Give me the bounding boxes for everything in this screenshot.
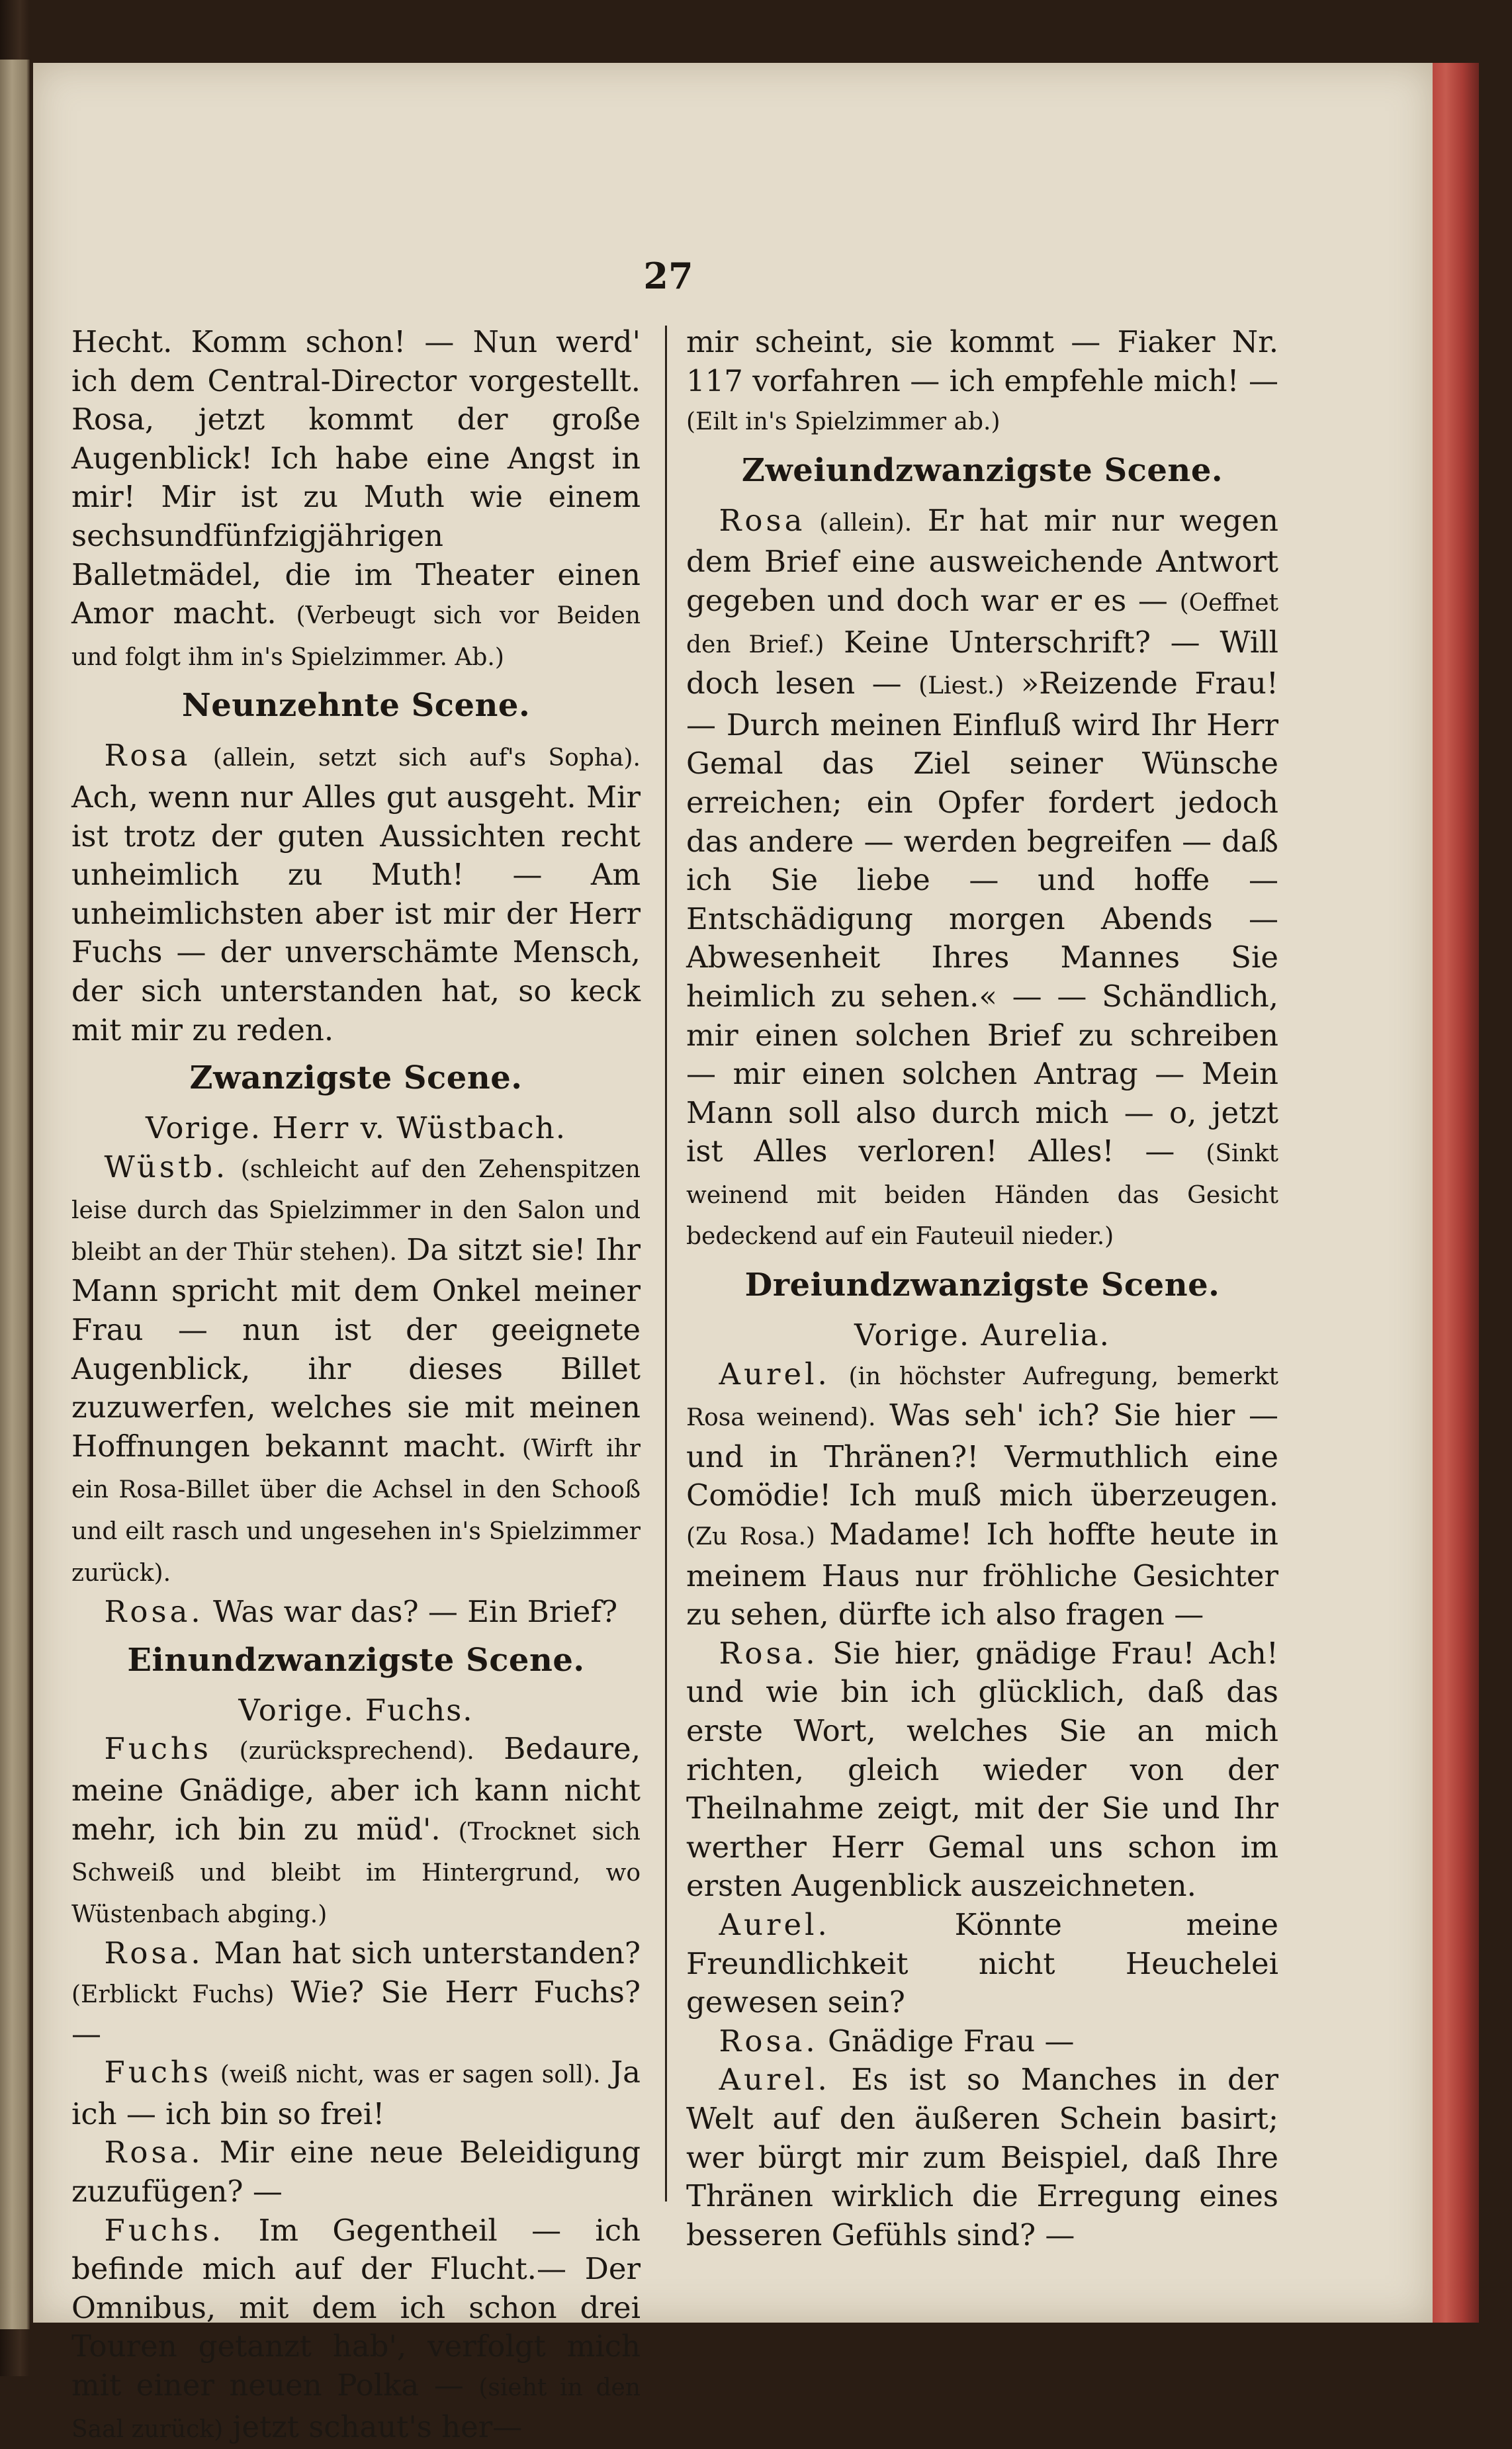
dialogue-text: Ja ich — ich bin so frei! bbox=[71, 2055, 641, 2131]
scene-heading: Zwanzigste Scene. bbox=[189, 1059, 523, 1097]
dialogue-text: Wie? Sie Herr Fuchs? — bbox=[71, 1974, 641, 2051]
scene-heading: Einundzwanzigste Scene. bbox=[127, 1641, 585, 1679]
text-paragraph bbox=[686, 1355, 1278, 1634]
dialogue-text: Man hat sich unterstanden? bbox=[203, 1936, 641, 1971]
dialogue-text: Was seh' ich? Sie hier — und in Thränen?! Vermuthlich eine Comödie! Ich muß mich überzeugen. bbox=[686, 1398, 1278, 1513]
text-paragraph bbox=[686, 1906, 1278, 2022]
stage-direction: (allein). bbox=[805, 509, 912, 537]
text-paragraph bbox=[71, 323, 641, 677]
stage-direction: (Wirft ihr ein Rosa-Billet über die Achsel in den Schooß und eilt rasch und ungesehen in's Spielzimmer zurück). bbox=[71, 1435, 641, 1587]
column-divider bbox=[665, 326, 667, 2202]
dialogue-text: Mir eine neue Beleidigung zuzufügen? — bbox=[71, 2135, 641, 2209]
dialogue-text: Es ist so Manches in der Welt auf den äußeren Schein basirt; wer bürgt mir zum Beispiel, daß Ihre Thränen wirklich die Erregung eines besseren Gefühls sind? — bbox=[686, 2062, 1278, 2252]
stage-direction: (Erblickt Fuchs) bbox=[71, 1981, 275, 2008]
dialogue-text: Keine Unterschrift? — Will doch lesen — bbox=[686, 624, 1278, 701]
stage-direction: (Sinkt weinend mit beiden Händen das Gesicht bedeckend auf ein Fauteuil nieder.) bbox=[686, 1140, 1278, 1251]
dialogue-text: Gnädige Frau — bbox=[818, 2023, 1075, 2059]
stage-direction: (Oeffnet den Brief.) bbox=[686, 589, 1278, 658]
red-page-edge bbox=[1433, 63, 1479, 2323]
dialogue-text: Bedaure, meine Gnädige, aber ich kann nicht mehr, ich bin zu müd'. bbox=[71, 1731, 641, 1847]
stage-direction: (Zu Rosa.) bbox=[686, 1523, 815, 1551]
speaker-name: Fuchs bbox=[104, 1731, 212, 1767]
dialogue-text: mir scheint, sie kommt — Fiaker Nr. 117 vorfahren — ich empfehle mich! — bbox=[686, 324, 1278, 398]
dialogue-text: Im Gegentheil — ich befinde mich auf der Flucht.— Der Omnibus, mit dem ich schon drei Touren getanzt hab', verfolgt mich mit einer neuen Polka — bbox=[71, 2212, 641, 2403]
speaker-name: Fuchs bbox=[104, 2055, 212, 2090]
speaker-name: Rosa. bbox=[719, 1635, 819, 1671]
speaker-name: Wüstb. bbox=[104, 1149, 229, 1184]
stage-direction: (schleicht auf den Zehenspitzen leise durch das Spielzimmer in den Salon und bleibt an der Thür stehen). bbox=[71, 1155, 641, 1266]
text-paragraph bbox=[71, 1593, 641, 1632]
dialogue-text: Was war das? — Ein Brief? bbox=[203, 1594, 618, 1630]
speaker-name: Aurel. bbox=[719, 1356, 830, 1392]
text-paragraph bbox=[686, 323, 1278, 442]
cast-line: Vorige. Fuchs. bbox=[238, 1692, 474, 1728]
stage-direction: (Trocknet sich Schweiß und bleibt im Hintergrund, wo Wüstenbach abging.) bbox=[71, 1818, 641, 1928]
stage-direction: (allein, setzt sich auf's Sopha). bbox=[191, 744, 641, 772]
speaker-name: Aurel. bbox=[719, 2062, 830, 2098]
text-paragraph bbox=[686, 502, 1278, 1257]
dialogue-text: Er hat mir nur wegen dem Brief eine ausweichende Antwort gegeben und doch war er es — bbox=[686, 502, 1278, 618]
speaker-name: Rosa bbox=[719, 502, 806, 538]
speaker-name: Rosa. bbox=[104, 1594, 204, 1630]
cast-line: Vorige. Aurelia. bbox=[854, 1317, 1110, 1353]
stage-direction: (in höchster Aufregung, bemerkt Rosa weinend). bbox=[686, 1362, 1278, 1432]
text-paragraph bbox=[686, 1634, 1278, 1906]
stage-direction: (Liest.) bbox=[918, 672, 1004, 700]
speaker-name: Fuchs. bbox=[104, 2212, 225, 2248]
speaker-name: Rosa. bbox=[104, 1936, 204, 1971]
text-paragraph bbox=[71, 736, 641, 1049]
scene-heading: Neunzehnte Scene. bbox=[181, 687, 531, 725]
text-paragraph bbox=[71, 2053, 641, 2133]
dialogue-text: jetzt schaut's her— bbox=[223, 2409, 523, 2444]
dialogue-text: Hecht. Komm schon! — Nun werd' ich dem Central-Director vorgestellt. Rosa, jetzt kommt der große Augenblick! Ich habe eine Angst in mir! Mir ist zu Muth wie einem sechsundfünfzigjährigen Balletmädel, die im Theater einen Amor macht. bbox=[71, 324, 641, 631]
scene-heading: Zweiundzwanzigste Scene. bbox=[741, 451, 1223, 489]
text-paragraph bbox=[71, 2211, 641, 2449]
left-column bbox=[71, 323, 641, 2444]
dialogue-text: Madame! Ich hoffte heute in meinem Haus nur fröhliche Gesichter zu sehen, dürfte ich also fragen — bbox=[686, 1517, 1278, 1632]
dialogue-text: Sie hier, gnädige Frau! Ach! und wie bin ich glücklich, daß das erste Wort, welches Sie an mich richten, gleich wieder von der Theilnahme zeigt, mit der Sie und Ihr werther Herr Gemal uns schon im ersten Augenblick auszeichneten. bbox=[686, 1635, 1278, 1904]
dialogue-text: Könnte meine Freundlichkeit nicht Heuchelei gewesen sein? bbox=[686, 1906, 1278, 2020]
dialogue-text: Ach, wenn nur Alles gut ausgeht. Mir ist trotz der guten Aussichten recht unheimlich zu Muth! — Am unheimlichsten aber ist mir der Herr Fuchs — der unverschämte Mensch, der sich unterstanden hat, so keck mit mir zu reden. bbox=[71, 779, 641, 1047]
dialogue-text: »Reizende Frau! — Durch meinen Einfluß wird Ihr Herr Gemal das Ziel seiner Wünsche erreichen; ein Opfer fordert jedoch das andere — werden begreifen — daß ich Sie liebe — und hoffe — Entschädigung morgen Abends — Abwesenheit Ihres Mannes Sie heimlich zu sehen.« — — Schändlich, mir einen solchen Brief zu schreiben — mir einen solchen Antrag — Mein Mann soll also durch mich — o, jetzt ist Alles verloren! Alles! — bbox=[686, 666, 1278, 1169]
speaker-name: Rosa. bbox=[719, 2023, 819, 2059]
stage-direction: (zurücksprechend). bbox=[211, 1738, 474, 1765]
text-paragraph bbox=[71, 2133, 641, 2211]
stage-direction: (Verbeugt sich vor Beiden und folgt ihm in's Spielzimmer. Ab.) bbox=[71, 602, 641, 671]
text-paragraph bbox=[686, 2022, 1278, 2061]
stage-direction: (weiß nicht, was er sagen soll). bbox=[211, 2061, 601, 2089]
text-paragraph bbox=[686, 2061, 1278, 2254]
previous-page-edge bbox=[0, 60, 30, 2329]
scene-heading: Dreiundzwanzigste Scene. bbox=[744, 1267, 1220, 1304]
stage-direction: (sieht in den Saal zurück) bbox=[71, 2374, 641, 2443]
text-paragraph bbox=[71, 1934, 641, 2053]
text-paragraph bbox=[71, 1148, 641, 1593]
speaker-name: Rosa. bbox=[104, 2135, 204, 2170]
right-column bbox=[686, 323, 1278, 2252]
text-paragraph bbox=[71, 1730, 641, 1934]
speaker-name: Aurel. bbox=[719, 1906, 830, 1942]
stage-direction: (Eilt in's Spielzimmer ab.) bbox=[686, 408, 1001, 436]
speaker-name: Rosa bbox=[104, 738, 191, 774]
cast-line: Vorige. Herr v. Wüstbach. bbox=[145, 1110, 566, 1146]
page-number: 27 bbox=[643, 255, 693, 297]
dialogue-text: Da sitzt sie! Ihr Mann spricht mit dem Onkel meiner Frau — nun ist der geeignete Augenblick, ihr dieses Billet zuzuwerfen, welches sie mit meinen Hoffnungen bekannt macht. bbox=[71, 1231, 641, 1464]
